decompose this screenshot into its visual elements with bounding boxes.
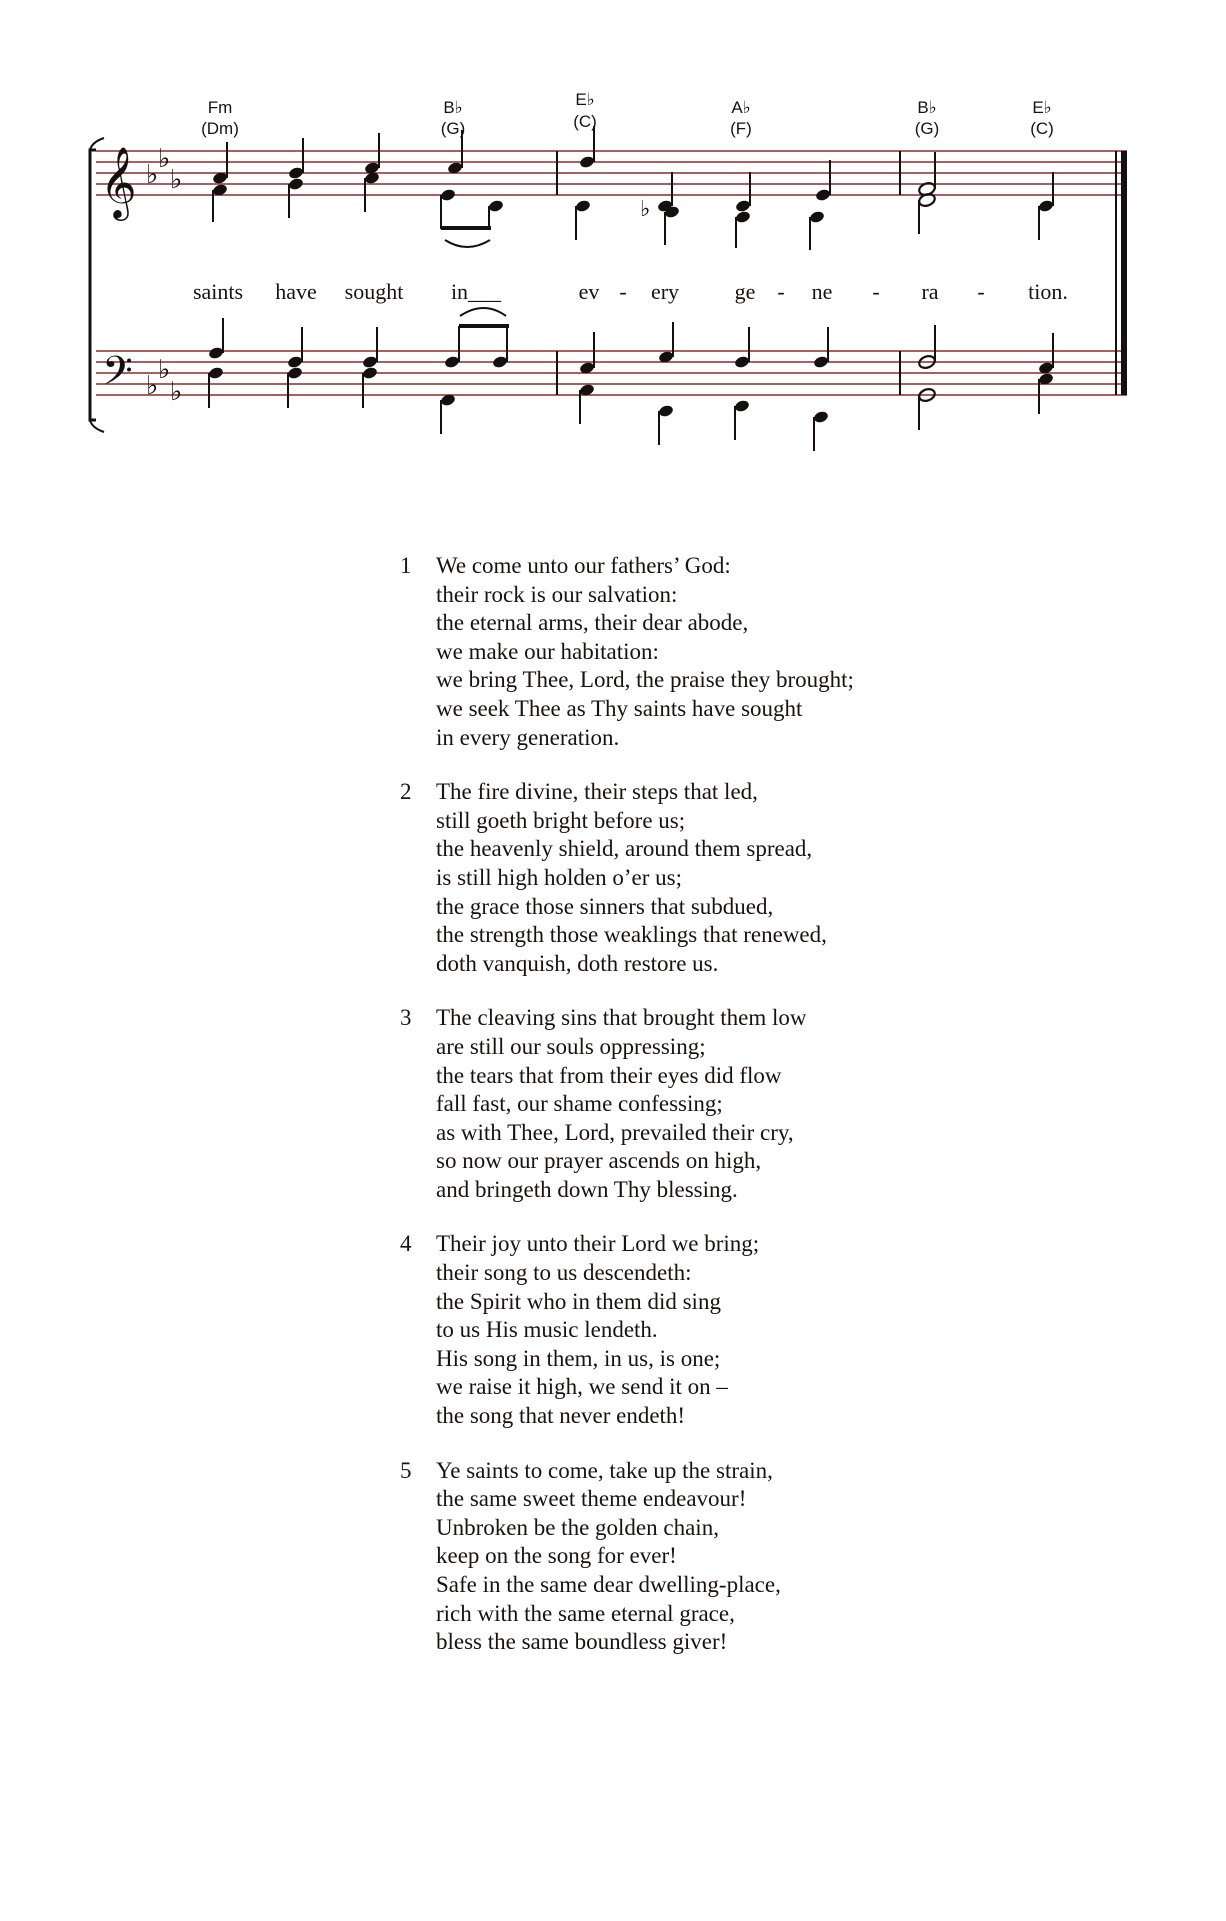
verse-line: in every generation. xyxy=(436,724,620,750)
verse-line: the heavenly shield, around them spread, xyxy=(436,836,813,862)
verse-number: 4 xyxy=(400,1231,412,1257)
lyric-syllable: ge xyxy=(734,279,756,304)
note xyxy=(658,404,675,418)
note xyxy=(288,166,305,180)
svg-text:♭: ♭ xyxy=(170,377,183,407)
verse-line: to us His music lendeth. xyxy=(436,1317,658,1343)
note xyxy=(488,199,505,213)
svg-text:♭: ♭ xyxy=(158,355,171,385)
verse-line: keep on the song for ever! xyxy=(436,1543,677,1569)
verse-lines xyxy=(436,1230,1160,1430)
verse-line: the eternal arms, their dear abode, xyxy=(436,610,749,636)
note xyxy=(288,177,305,191)
verse-line: still goeth bright before us; xyxy=(436,807,686,833)
lyric-syllable: have xyxy=(275,279,317,304)
verse-lines xyxy=(436,552,1160,752)
note xyxy=(362,355,379,369)
note xyxy=(809,210,826,224)
note xyxy=(287,366,304,380)
verse-1 xyxy=(400,552,1160,752)
verse-line: the tears that from their eyes did flow xyxy=(436,1062,782,1088)
chord-1: Fm xyxy=(207,98,233,117)
verse-line: the grace those sinners that subdued, xyxy=(436,893,774,919)
verse-line: fall fast, our shame confessing; xyxy=(436,1091,723,1117)
hymn-verses xyxy=(400,552,1160,1683)
verse-line: the song that never endeth! xyxy=(436,1403,686,1429)
lyric-syllable: ev xyxy=(578,279,600,304)
verse-line: their rock is our salvation: xyxy=(436,581,678,607)
verse-line: rich with the same eternal grace, xyxy=(436,1600,735,1626)
bass-notes xyxy=(208,308,1055,451)
verse-number: 1 xyxy=(400,553,412,578)
lyric-syllable: sought xyxy=(344,279,404,304)
verse-3 xyxy=(400,1004,1160,1204)
verse-line: His song in them, in us, is one; xyxy=(436,1345,721,1371)
lyric-syllable: in___ xyxy=(450,279,502,304)
verse-line: The cleaving sins that brought them low xyxy=(436,1005,807,1031)
note xyxy=(813,410,830,424)
verse-line: The fire divine, their steps that led, xyxy=(436,779,758,805)
note xyxy=(1038,199,1055,213)
verse-line: Safe in the same dear dwelling-place, xyxy=(436,1572,781,1597)
verse-line: their song to us descendeth: xyxy=(436,1260,692,1286)
verse-number: 2 xyxy=(400,779,412,805)
svg-text:♭: ♭ xyxy=(146,160,159,190)
flat-accidental-icon: ♭ xyxy=(640,197,651,222)
verse-line: we make our habitation: xyxy=(436,638,659,664)
system-bracket xyxy=(90,150,96,420)
verse-line: we raise it high, we send it on – xyxy=(436,1374,728,1400)
treble-notes xyxy=(212,126,1055,250)
verse-number: 5 xyxy=(400,1457,412,1483)
chord-4-alt: (F) xyxy=(730,119,752,138)
verse-line: doth vanquish, doth restore us. xyxy=(436,950,719,976)
verse-line: the Spirit who in them did sing xyxy=(436,1288,721,1314)
verse-line: Unbroken be the golden chain, xyxy=(436,1514,719,1540)
verse-number: 3 xyxy=(400,1005,412,1031)
lyric-hyphen: - xyxy=(619,279,627,304)
bass-key-signature-icon xyxy=(146,355,182,407)
chord-5-alt: (G) xyxy=(914,119,940,138)
chord-3-alt: (C) xyxy=(573,112,597,131)
lyric-syllable: tion. xyxy=(1028,279,1068,304)
svg-text:♭: ♭ xyxy=(146,371,159,401)
lyric-hyphen: - xyxy=(977,279,985,304)
note xyxy=(734,355,751,369)
note xyxy=(440,188,457,202)
lyric-syllable: ery xyxy=(650,279,680,304)
bass-staff xyxy=(96,351,1127,395)
beam xyxy=(459,324,509,328)
chord-6: E♭ xyxy=(1032,98,1052,117)
verse-lines xyxy=(436,1004,1160,1204)
note xyxy=(735,210,752,224)
verse-line: the same sweet theme endeavour! xyxy=(436,1486,747,1512)
music-score xyxy=(0,0,1226,470)
note xyxy=(362,366,379,380)
chord-4: A♭ xyxy=(731,98,751,117)
final-barline-thick xyxy=(1121,151,1127,395)
lyric-syllable: ra xyxy=(921,279,939,304)
lyric-hyphen: - xyxy=(777,279,785,304)
verse-line: bless the same boundless giver! xyxy=(436,1629,728,1655)
lyric-syllable: ne xyxy=(811,279,833,304)
verse-line: and bringeth down Thy blessing. xyxy=(436,1176,738,1202)
note xyxy=(208,346,225,360)
note xyxy=(815,188,832,202)
chord-symbols xyxy=(201,90,1054,138)
note xyxy=(575,199,592,213)
chord-6-alt: (C) xyxy=(1030,119,1054,138)
chord-3: E♭ xyxy=(575,90,595,109)
verse-lines xyxy=(436,778,1160,978)
lyric-hyphen: - xyxy=(872,279,880,304)
chord-5: B♭ xyxy=(917,98,937,117)
verse-line: Their joy unto their Lord we bring; xyxy=(436,1231,760,1257)
verse-line: Ye saints to come, take up the strain, xyxy=(436,1457,773,1483)
lyric-syllable: saints xyxy=(192,279,244,304)
verse-line: is still high holden o’er us; xyxy=(436,864,682,890)
verse-2 xyxy=(400,778,1160,978)
note xyxy=(208,366,225,380)
note xyxy=(579,155,596,169)
svg-text:♭: ♭ xyxy=(158,144,171,174)
note xyxy=(492,355,509,369)
system-bracket-hook-bottom xyxy=(90,420,104,432)
verse-lines xyxy=(436,1457,1160,1657)
verse-line: We come unto our fathers’ God: xyxy=(436,553,731,578)
note xyxy=(287,355,304,369)
bass-clef-icon: 𝄢 xyxy=(102,348,133,404)
slur xyxy=(445,240,490,247)
verse-line: as with Thee, Lord, prevailed their cry, xyxy=(436,1119,794,1145)
verse-5 xyxy=(400,1457,1160,1657)
note xyxy=(813,355,830,369)
beam xyxy=(441,226,491,230)
chord-1-alt: (Dm) xyxy=(201,119,239,138)
slur xyxy=(460,308,506,316)
chord-2-alt: (G) xyxy=(440,119,466,138)
treble-staff xyxy=(96,151,1127,195)
lyrics-line xyxy=(193,279,1068,304)
svg-text:♭: ♭ xyxy=(170,165,183,195)
verse-line: so now our prayer ascends on high, xyxy=(436,1148,762,1174)
verse-line: we bring Thee, Lord, the praise they brought; xyxy=(436,667,854,693)
verse-line: we seek Thee as Thy saints have sought xyxy=(436,695,803,721)
note xyxy=(734,399,751,413)
note xyxy=(444,355,461,369)
verse-line: are still our souls oppressing; xyxy=(436,1033,706,1059)
verse-line: the strength those weaklings that renewed, xyxy=(436,922,827,948)
chord-2: B♭ xyxy=(443,98,463,117)
note xyxy=(735,199,752,213)
verse-4 xyxy=(400,1230,1160,1430)
treble-clef-icon: 𝄞 xyxy=(100,145,137,218)
